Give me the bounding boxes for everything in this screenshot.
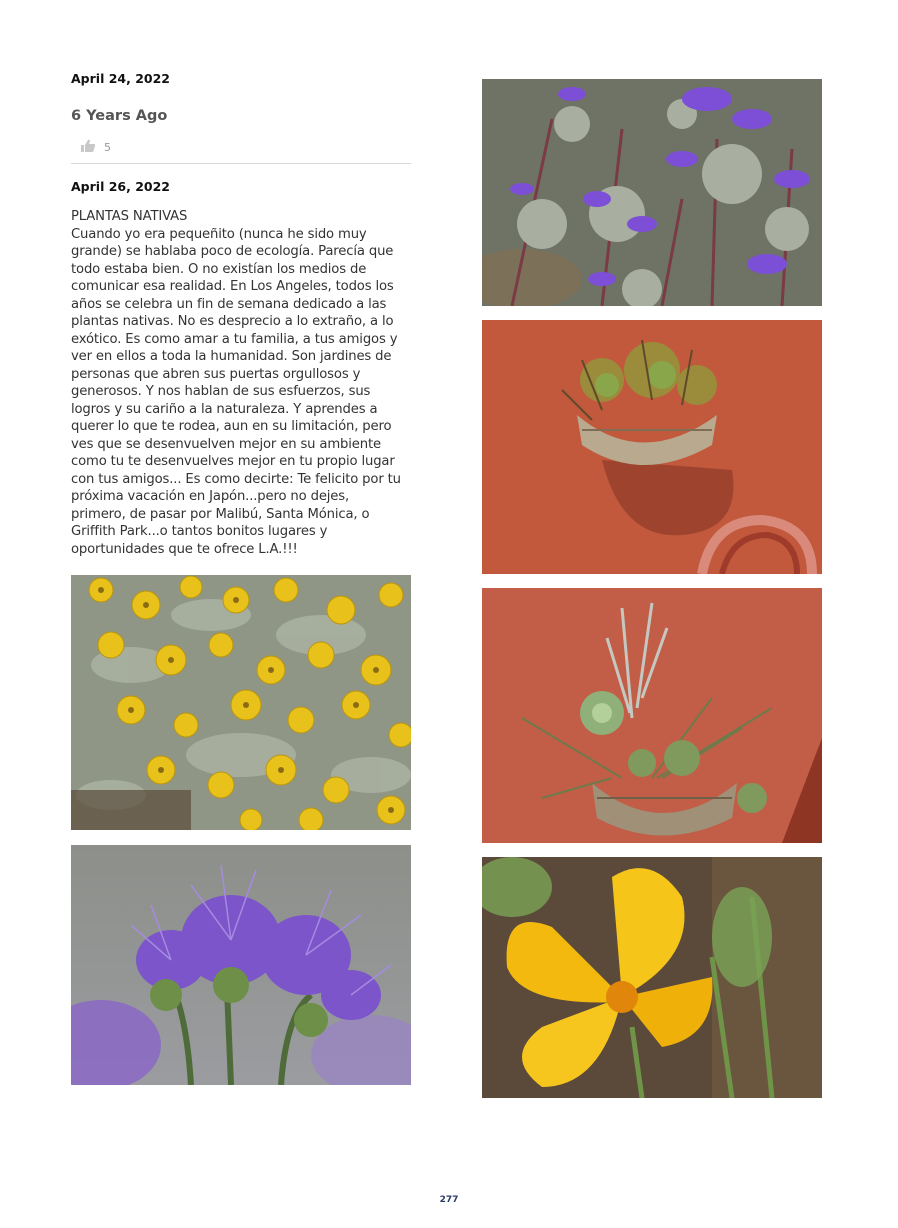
post-divider (71, 163, 411, 164)
photo-purple-sage[interactable] (482, 79, 822, 306)
thumbs-up-icon[interactable] (80, 139, 96, 156)
like-count: 5 (104, 141, 111, 154)
photo-wall-basket-2[interactable] (482, 588, 822, 843)
photo-phacelia[interactable] (71, 845, 411, 1085)
page-number: 277 (439, 1195, 459, 1205)
photo-wall-basket-1[interactable] (482, 320, 822, 574)
post-date: April 26, 2022 (71, 179, 170, 194)
post-title[interactable]: 6 Years Ago (71, 108, 168, 124)
photo-california-poppy[interactable] (482, 857, 822, 1098)
post-date: April 24, 2022 (71, 71, 170, 86)
like-counter[interactable] (80, 139, 111, 156)
photo-yellow-brittlebush[interactable] (71, 575, 411, 830)
post-body: PLANTAS NATIVAS Cuando yo era pequeñito (nunca he sido muy grande) se hablaba poco de ecología. Parecía que todo estaba bien. O no existían los medios de comunicar esa realidad. En Los Angeles, todos los años se celebra un fin de semana dedicado a las plantas nativas. No es desprecio a lo extraño, a lo exótico. Es como amar a tu familia, a tus amigos y ver en ellos a toda la humanidad. Son jardines de personas que abren sus puertas orgullosos y generosos. Y nos hablan de sus esfuerzos, sus logros y su cariño a la naturaleza. Y aprendes a querer lo que te rodea, aun en su limitación, pero ves que se desenvuelven mejor en su ambiente como tu te desenvuelves mejor en tu propio lugar con tus amigos... Es como decirte: Te felicito por tu próxima vacación en Japón...pero no dejes, primero, de pasar por Malibú, Santa Mónica, o Griffith Park...o tantos bonitos lugares y oportunidades que te ofrece L.A.!!! (71, 209, 401, 557)
